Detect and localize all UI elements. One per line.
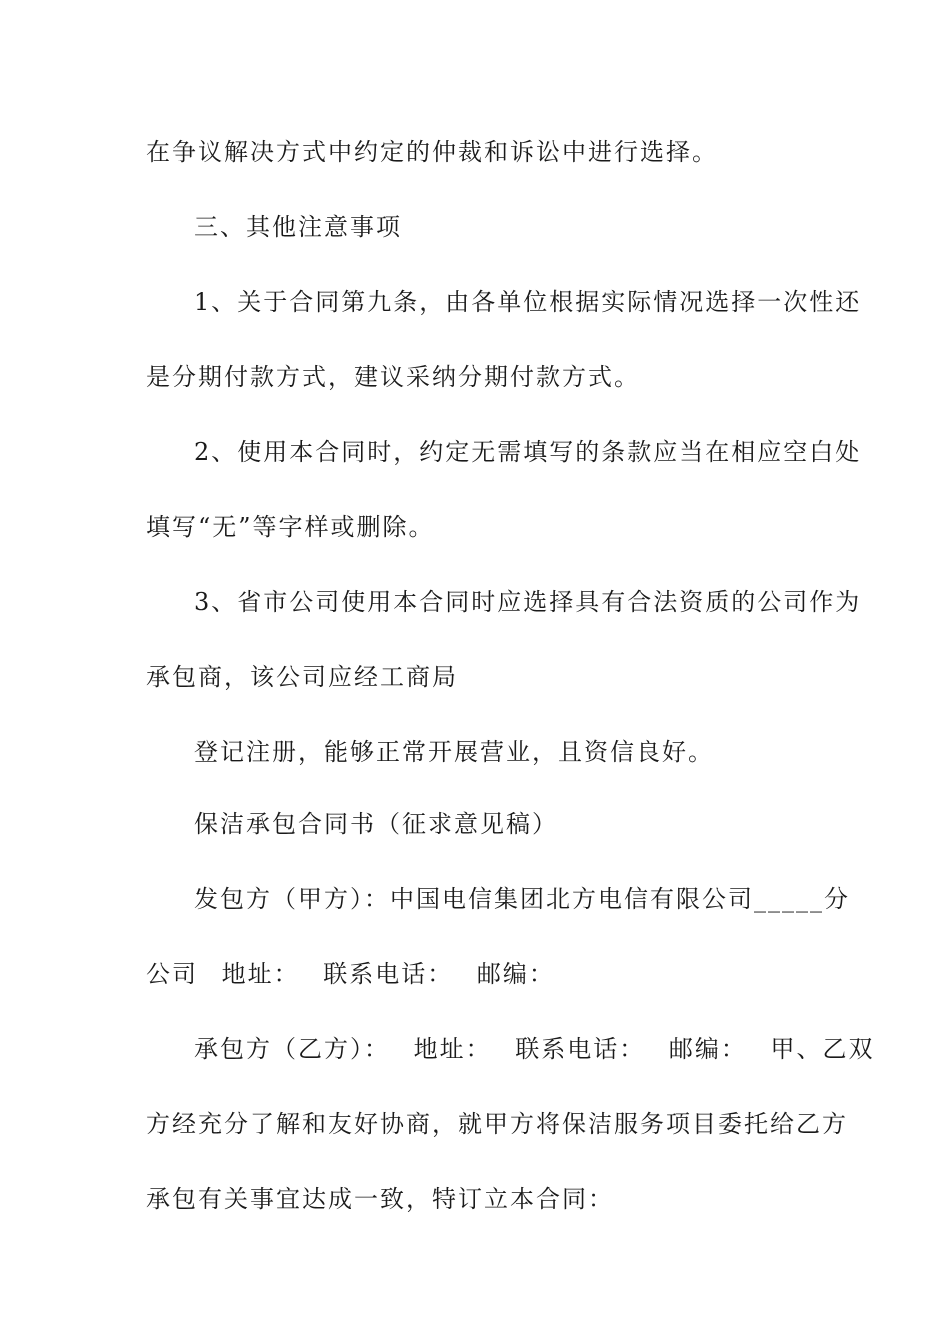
paragraph-line-15: 承包有关事宜达成一致，特订立本合同： bbox=[146, 1185, 614, 1213]
paragraph-line-9: 登记注册，能够正常开展营业，且资信良好。 bbox=[194, 738, 714, 766]
paragraph-line-8: 承包商，该公司应经工商局 bbox=[146, 663, 458, 691]
paragraph-line-1: 在争议解决方式中约定的仲裁和诉讼中进行选择。 bbox=[146, 138, 718, 166]
paragraph-line-3: 1、关于合同第九条，由各单位根据实际情况选择一次性还 bbox=[194, 288, 862, 316]
paragraph-line-14: 方经充分了解和友好协商，就甲方将保洁服务项目委托给乙方 bbox=[146, 1110, 848, 1138]
party-a-details: 公司 地址： 联系电话： 邮编： bbox=[146, 960, 555, 988]
paragraph-line-5: 2、使用本合同时，约定无需填写的条款应当在相应空白处 bbox=[194, 438, 862, 466]
party-b-line: 承包方（乙方）： 地址： 联系电话： 邮编： 甲、乙双 bbox=[194, 1035, 875, 1063]
contract-title: 保洁承包合同书（征求意见稿） bbox=[194, 810, 558, 838]
paragraph-line-7: 3、省市公司使用本合同时应选择具有合法资质的公司作为 bbox=[194, 588, 862, 616]
party-a-line: 发包方（甲方）：中国电信集团北方电信有限公司_____分 bbox=[194, 885, 850, 913]
section-heading: 三、其他注意事项 bbox=[194, 213, 402, 241]
paragraph-line-4: 是分期付款方式，建议采纳分期付款方式。 bbox=[146, 363, 640, 391]
paragraph-line-6: 填写“无”等字样或删除。 bbox=[146, 513, 435, 541]
